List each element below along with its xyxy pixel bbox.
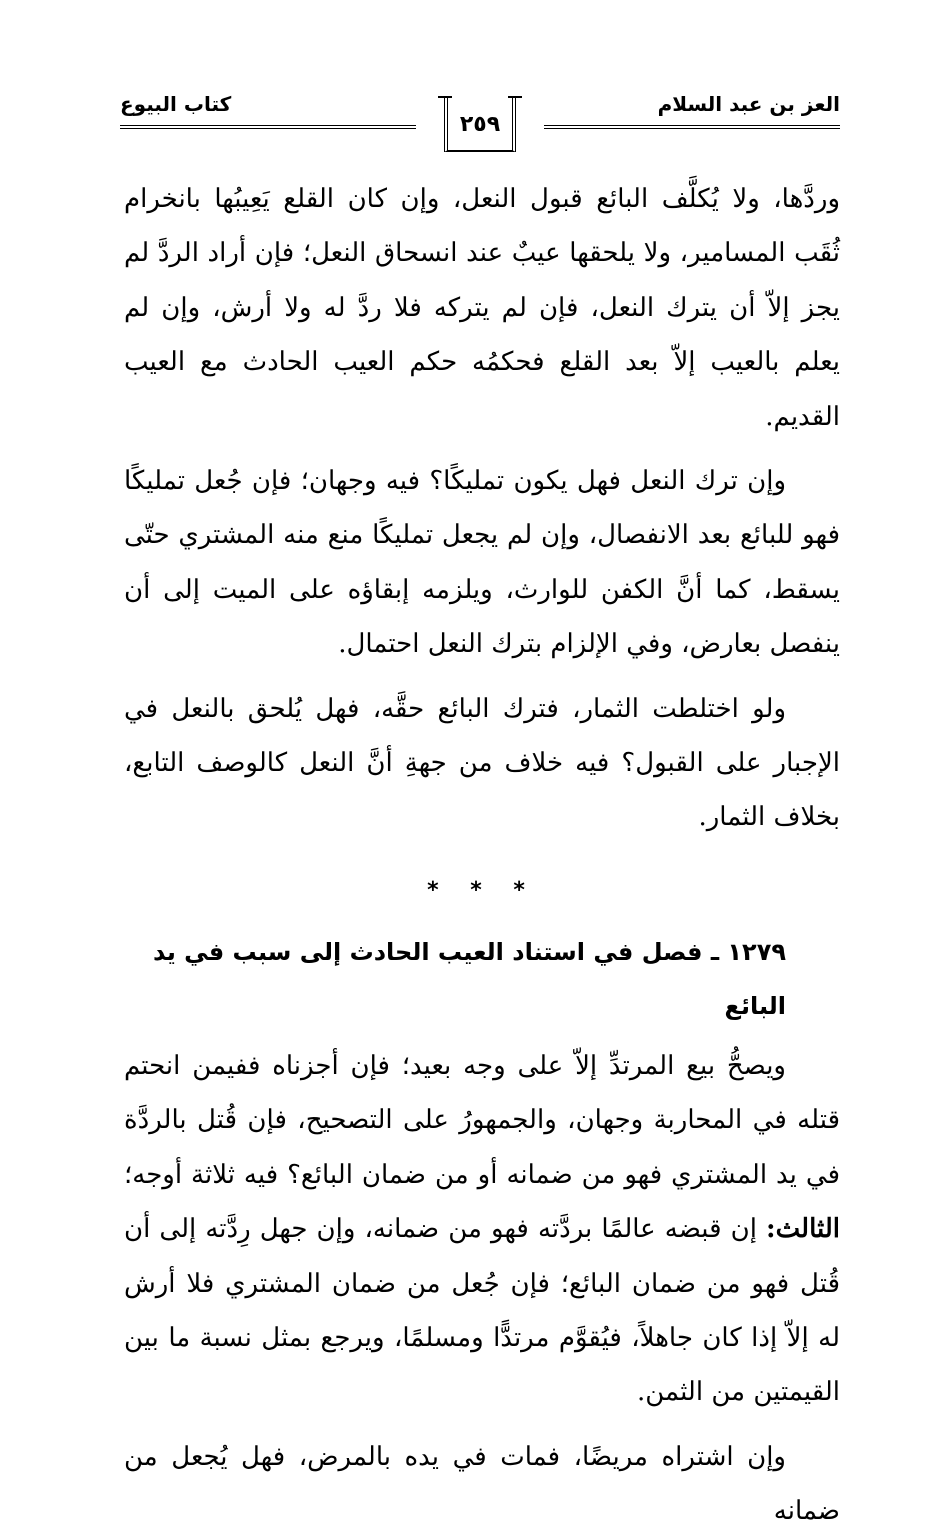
section-paragraph-2: وإن اشتراه مريضًا، فمات في يده بالمرض، فهل يُجعل من ضمانه <box>124 1441 840 1527</box>
paragraph-2: وإن ترك النعل فهل يكون تمليكًا؟ فيه وجهان؛ فإن جُعل تمليكًا فهو للبائع بعد الانفصال، وإن لم يجعل تمليكًا منع منه المشتري حتّى يسقط، كما أنَّ الكفن للوارث، ويلزمه إبقاؤه على الميت إلى أن ينفصل بعارض، وفي الإلزام بترك النعل احتمال. <box>124 466 840 660</box>
paragraph-3: ولو اختلطت الثمار، فترك البائع حقَّه، فهل يُلحق بالنعل في الإجبار على القبول؟ فيه خلاف من جهةِ أنَّ النعل كالوصف التابع، بخلاف الثمار. <box>124 693 840 833</box>
section-paragraph-1 <box>124 1039 840 1420</box>
page-number: ٢٥٩ <box>459 112 501 137</box>
page-number-cap-right <box>508 96 522 106</box>
body-text <box>124 172 840 1539</box>
section-paragraph-1-text: ويصحُّ بيع المرتدِّ إلاّ على وجه بعيد؛ فإن أجزناه ففيمن انحتم قتله في المحاربة وجهان، والجمهورُ على التصحيح، فإن قُتل بالردَّة في يد المشتري فهو من ضمانه أو من ضمان البائع؟ فيه ثلاثة أوجه؛ <box>124 1050 840 1190</box>
page-number-frame <box>444 98 516 152</box>
section-paragraph-1-bold: الثالث: <box>766 1214 840 1245</box>
running-header <box>120 92 840 162</box>
header-rule-right <box>544 125 840 129</box>
section-heading: ١٢٧٩ ـ فصل في استناد العيب الحادث إلى سبب في يد البائع <box>152 937 786 1020</box>
header-rule-left <box>120 125 416 129</box>
paragraph-1: وردَّها، ولا يُكلَّف البائع قبول النعل، وإن كان القلع يَعِيبُها بانخرام ثُقَب المسامير، ولا يلحقها عيبٌ عند انسحاق النعل؛ فإن أراد الردَّ لم يجز إلاّ أن يترك النعل، فإن لم يتركه فلا ردَّ له ولا أرش، وإن لم يعلم بالعيب إلاّ بعد القلع فحكمُه حكم العيب الحادث مع العيب القديم. <box>124 184 840 432</box>
section-paragraph-1-rest: إن قبضه عالمًا بردَّته فهو من ضمانه، وإن جهل رِدَّته إلى أن قُتل فهو من ضمان البائع؛ فإن جُعل من ضمان المشتري فلا أرش له إلاّ إذا كان جاهلاً، فيُقوَّم مرتدًّا ومسلمًا، ويرجع بمثل نسبة ما بين القيمتين من الثمن. <box>124 1214 840 1408</box>
section-separator: * * * <box>427 877 537 903</box>
page-number-cap-left <box>438 96 452 106</box>
header-book-section: كتاب البيوع <box>120 92 232 116</box>
header-author: العز بن عبد السلام <box>657 92 840 116</box>
